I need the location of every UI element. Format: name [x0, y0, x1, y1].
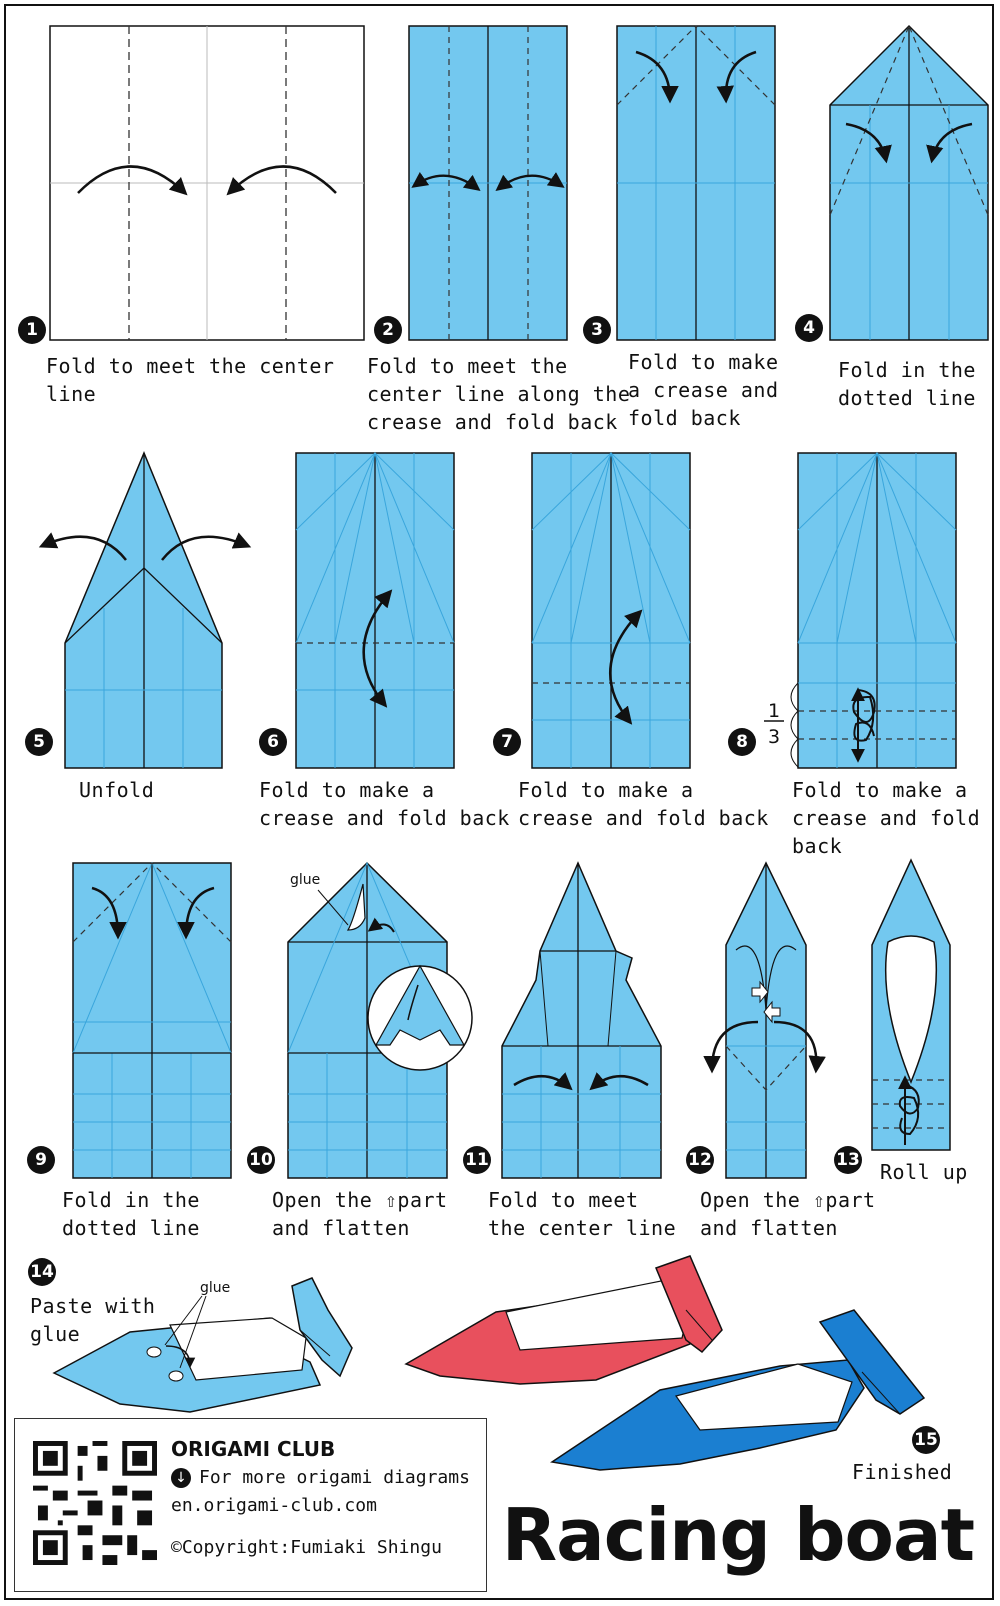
step-8-caption: Fold to make a crease and fold back	[792, 778, 981, 858]
step-2-caption: Fold to meet the center line along the crease and fold back	[367, 354, 631, 434]
step-1-figure	[50, 26, 364, 340]
step-8-number: 8	[728, 728, 756, 756]
step-4-figure	[830, 26, 988, 340]
glue-label-step-10: glue	[290, 872, 321, 888]
step-7-figure	[532, 453, 690, 768]
step-3-number: 3	[583, 316, 611, 344]
step-6-caption: Fold to make a crease and fold back	[259, 778, 510, 830]
step-9-caption: Fold in the dotted line	[62, 1188, 200, 1240]
more-diagrams-link[interactable]	[171, 1467, 470, 1488]
step-15-caption: Finished	[852, 1460, 953, 1484]
step-10-figure	[288, 863, 472, 1178]
step-8-figure	[764, 453, 956, 768]
step-6-figure	[296, 453, 454, 768]
step-13-caption: Roll up	[880, 1160, 968, 1184]
step-10-caption: Open the ⇧part and flatten	[272, 1188, 448, 1240]
qr-code-icon[interactable]	[33, 1441, 157, 1565]
copyright-text: ©Copyright:Fumiaki Shingu	[171, 1537, 442, 1558]
club-name: ORIGAMI CLUB	[171, 1437, 336, 1461]
step-1-caption: Fold to meet the center line	[46, 354, 335, 406]
step-14-caption: Paste with glue	[30, 1294, 156, 1346]
step-3-figure	[617, 26, 775, 340]
site-url[interactable]: en.origami-club.com	[171, 1495, 377, 1516]
step-5-caption: Unfold	[79, 778, 155, 802]
step-7-number: 7	[493, 728, 521, 756]
step-10-number: 10	[247, 1146, 275, 1174]
step-4-number: 4	[795, 314, 823, 342]
step-13-number: 13	[834, 1146, 862, 1174]
step-7-caption: Fold to make a crease and fold back	[518, 778, 769, 830]
step-12-number: 12	[686, 1146, 714, 1174]
fraction-denominator: 3	[768, 726, 781, 748]
step-5-number: 5	[25, 728, 53, 756]
step-4-caption: Fold in the dotted line	[838, 358, 976, 410]
step-2-number: 2	[374, 316, 402, 344]
step-6-number: 6	[259, 728, 287, 756]
step-1-number: 1	[18, 316, 46, 344]
glue-label-step-14: glue	[200, 1280, 231, 1296]
fraction-numerator: 1	[768, 700, 781, 722]
step-12-figure	[712, 863, 816, 1178]
step-3-caption: Fold to make a crease and fold back	[628, 350, 779, 430]
download-arrow-icon: ↓	[171, 1468, 191, 1488]
step-9-figure	[73, 863, 231, 1178]
step-11-caption: Fold to meet the center line	[488, 1188, 677, 1240]
step-13-figure	[872, 860, 950, 1150]
step-9-number: 9	[27, 1146, 55, 1174]
step-2-figure	[409, 26, 567, 340]
step-11-number: 11	[463, 1146, 491, 1174]
info-box	[14, 1418, 487, 1592]
more-diagrams-text: For more origami diagrams	[199, 1467, 470, 1488]
step-11-figure	[502, 863, 661, 1178]
step-15-number: 15	[912, 1426, 940, 1454]
finished-boat-red	[406, 1256, 722, 1384]
step-5-figure	[42, 453, 248, 768]
step-12-caption: Open the ⇧part and flatten	[700, 1188, 876, 1240]
page-title: Racing boat	[501, 1493, 974, 1577]
step-14-number: 14	[28, 1258, 56, 1286]
